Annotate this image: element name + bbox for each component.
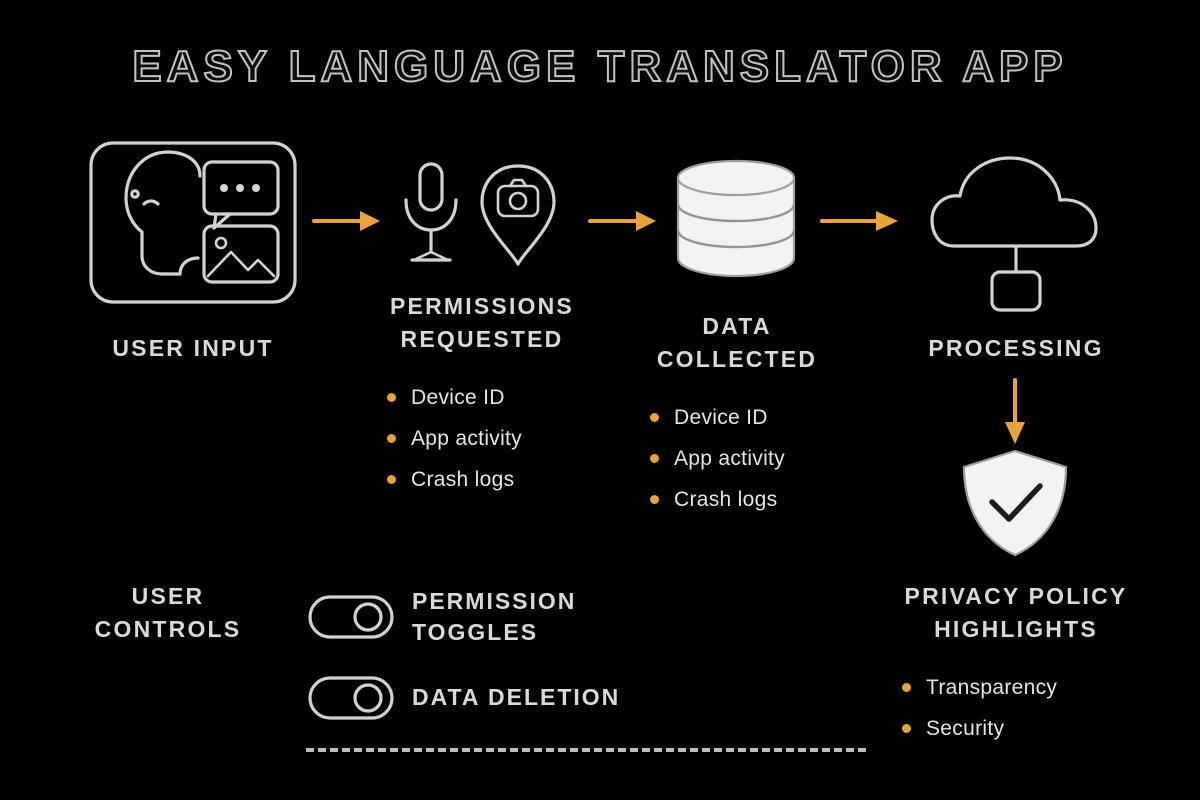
list-item: Device ID — [648, 398, 878, 439]
user-controls-label: USER CONTROLS — [94, 583, 242, 643]
control-data-deletion[interactable] — [308, 676, 728, 720]
control-permission-toggles[interactable] — [308, 586, 728, 648]
step-permissions-requested — [390, 160, 570, 275]
permissions-icon-group — [390, 160, 570, 275]
privacy-policy-block — [958, 448, 1072, 558]
step-user-input-label: USER INPUT — [112, 335, 274, 361]
image-icon — [204, 226, 278, 282]
list-item: App activity — [648, 439, 878, 480]
list-item: Crash logs — [648, 480, 878, 521]
arrow-2-icon — [588, 205, 658, 237]
list-item: App activity — [385, 419, 615, 460]
step-processing — [930, 150, 1102, 315]
data-deletion-toggle-switch[interactable] — [308, 676, 394, 720]
page-title: EASY LANGUAGE TRANSLATOR APP — [132, 42, 1068, 91]
step-data-collected-label: DATA COLLECTED — [656, 313, 818, 373]
user-input-icon-group — [88, 140, 298, 305]
cloud-upload-icon — [930, 150, 1102, 315]
data-collected-bullet-list — [648, 398, 878, 521]
shield-check-icon — [958, 448, 1072, 558]
arrow-3-icon — [820, 205, 900, 237]
step-processing-label: PROCESSING — [928, 335, 1104, 361]
face-profile-icon — [126, 152, 200, 274]
list-item: Crash logs — [385, 460, 615, 501]
list-item: Device ID — [385, 378, 615, 419]
data-deletion-toggle-label: DATA DELETION — [412, 684, 621, 711]
permission-toggle-label: PERMISSION TOGGLES — [412, 588, 577, 646]
dashed-divider — [306, 748, 866, 752]
privacy-policy-bullet-list — [900, 668, 1160, 750]
list-item: Security — [900, 709, 1160, 750]
privacy-policy-label: PRIVACY POLICY HIGHLIGHTS — [904, 583, 1128, 643]
step-permissions-requested-label: PERMISSIONS REQUESTED — [390, 293, 574, 353]
location-pin-camera-icon — [482, 166, 554, 264]
permissions-bullet-list — [385, 378, 615, 501]
microphone-icon — [406, 164, 456, 260]
list-item: Transparency — [900, 668, 1160, 709]
arrow-1-icon — [312, 205, 382, 237]
chat-bubble-icon — [204, 162, 278, 228]
screen-frame-icon — [91, 143, 295, 302]
step-user-input — [88, 140, 298, 305]
permission-toggle-switch[interactable] — [308, 595, 394, 639]
step-data-collected — [672, 158, 802, 280]
arrow-4-icon — [998, 378, 1032, 446]
database-icon — [672, 158, 802, 280]
